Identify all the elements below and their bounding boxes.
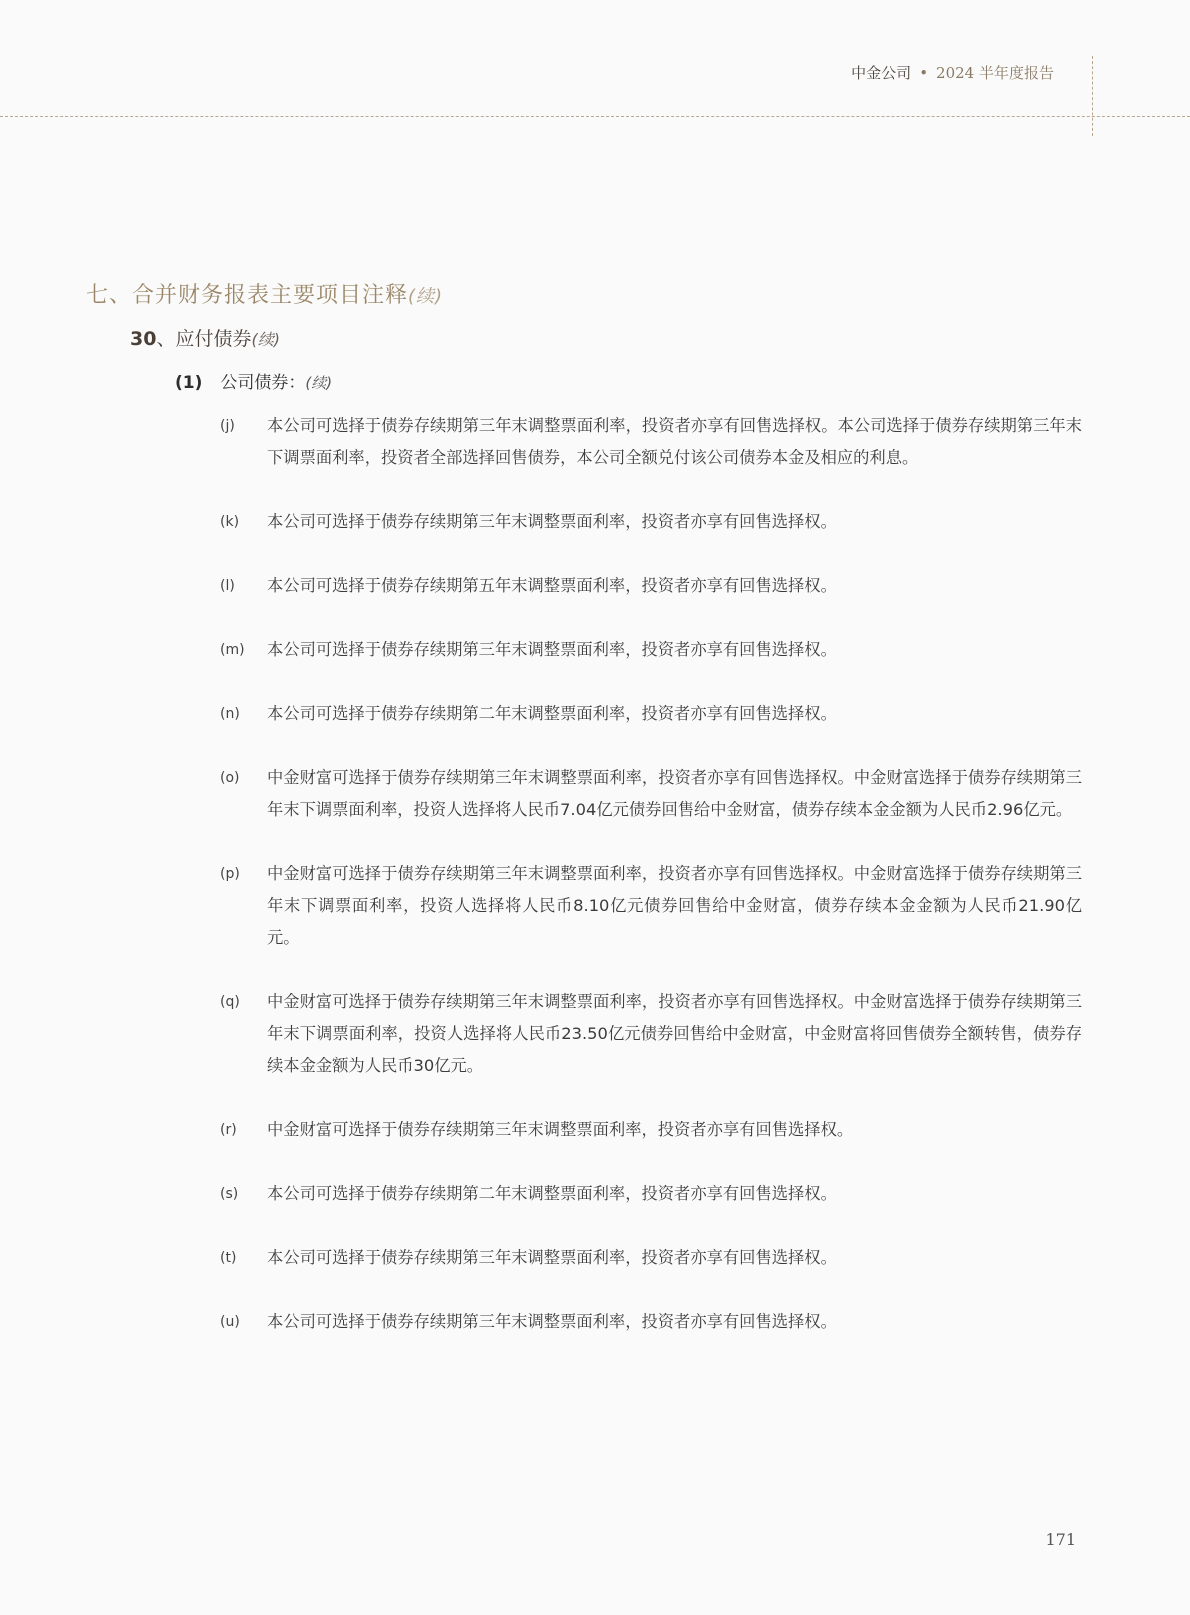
subsection-number: 30 xyxy=(130,328,157,350)
note-label: (q) xyxy=(220,994,240,1010)
note-text: 本公司可选择于债券存续期第二年末调整票面利率，投资者亦享有回售选择权。 xyxy=(267,1184,837,1203)
note-text: 本公司可选择于债券存续期第二年末调整票面利率，投资者亦享有回售选择权。 xyxy=(267,704,837,723)
note-label: (p) xyxy=(220,866,240,882)
note-text: 本公司可选择于债券存续期第三年末调整票面利率，投资者亦享有回售选择权。 xyxy=(267,512,837,531)
section-title xyxy=(86,278,443,309)
note-label: (t) xyxy=(220,1250,237,1266)
subsubsection-continued: (续) xyxy=(305,374,333,392)
note-label: (j) xyxy=(220,418,235,434)
note-text: 中金财富可选择于债券存续期第三年末调整票面利率，投资者亦享有回售选择权。中金财富选择于债券存续期第三年末下调票面利率，投资人选择将人民币7.04亿元债券回售给中金财富，债券存续本金金额为人民币2.96亿元。 xyxy=(267,768,1082,819)
header-vertical-mark xyxy=(1092,56,1093,136)
page-number: 171 xyxy=(1045,1530,1076,1549)
list-item xyxy=(220,506,1082,538)
note-text: 本公司可选择于债券存续期第三年末调整票面利率，投资者亦享有回售选择权。 xyxy=(267,1248,837,1267)
list-item xyxy=(220,1178,1082,1210)
list-item xyxy=(220,1306,1082,1338)
header-divider xyxy=(0,116,1190,117)
section-continued: (续) xyxy=(408,286,444,307)
list-item xyxy=(220,1242,1082,1274)
note-text: 本公司可选择于债券存续期第三年末调整票面利率，投资者亦享有回售选择权。 xyxy=(267,1312,837,1331)
subsubsection-number: (1) xyxy=(175,373,203,393)
subsection-continued: (续) xyxy=(251,330,280,349)
note-text: 本公司可选择于债券存续期第三年末调整票面利率，投资者亦享有回售选择权。本公司选择于债券存续期第三年末下调票面利率，投资者全部选择回售债券，本公司全额兑付该公司债券本金及相应的利息。 xyxy=(267,416,1082,467)
subsubsection-title-text: 公司债券： xyxy=(220,373,306,393)
header-separator: • xyxy=(919,64,929,82)
subsubsection-title xyxy=(175,368,332,393)
note-label: (n) xyxy=(220,706,240,722)
section-title-text: 七、合并财务报表主要项目注释 xyxy=(86,283,409,308)
note-label: (s) xyxy=(220,1186,239,1202)
note-label: (l) xyxy=(220,578,235,594)
list-item xyxy=(220,698,1082,730)
list-item xyxy=(220,634,1082,666)
header-report-title: 2024 半年度报告 xyxy=(936,64,1054,82)
list-item xyxy=(220,410,1082,474)
list-item xyxy=(220,1114,1082,1146)
note-text: 中金财富可选择于债券存续期第三年末调整票面利率，投资者亦享有回售选择权。中金财富选择于债券存续期第三年末下调票面利率，投资人选择将人民币8.10亿元债券回售给中金财富，债券存续本金金额为人民币21.90亿元。 xyxy=(267,864,1082,947)
note-label: (r) xyxy=(220,1122,237,1138)
subsection-title xyxy=(130,324,280,351)
note-text: 中金财富可选择于债券存续期第三年末调整票面利率，投资者亦享有回售选择权。中金财富选择于债券存续期第三年末下调票面利率，投资人选择将人民币23.50亿元债券回售给中金财富，中金财富将回售债券全额转售，债券存续本金金额为人民币30亿元。 xyxy=(267,992,1082,1075)
list-item xyxy=(220,858,1082,954)
list-item xyxy=(220,570,1082,602)
subsection-title-text: 、应付债券 xyxy=(156,328,252,350)
notes-list xyxy=(220,410,1082,1370)
note-label: (o) xyxy=(220,770,240,786)
list-item xyxy=(220,986,1082,1082)
list-item xyxy=(220,762,1082,826)
note-label: (u) xyxy=(220,1314,240,1330)
note-text: 本公司可选择于债券存续期第三年末调整票面利率，投资者亦享有回售选择权。 xyxy=(267,640,837,659)
note-text: 本公司可选择于债券存续期第五年末调整票面利率，投资者亦享有回售选择权。 xyxy=(267,576,837,595)
note-label: (m) xyxy=(220,642,245,658)
header-company: 中金公司 xyxy=(851,64,912,82)
page-header xyxy=(851,62,1054,83)
note-label: (k) xyxy=(220,514,240,530)
note-text: 中金财富可选择于债券存续期第三年末调整票面利率，投资者亦享有回售选择权。 xyxy=(267,1120,854,1139)
